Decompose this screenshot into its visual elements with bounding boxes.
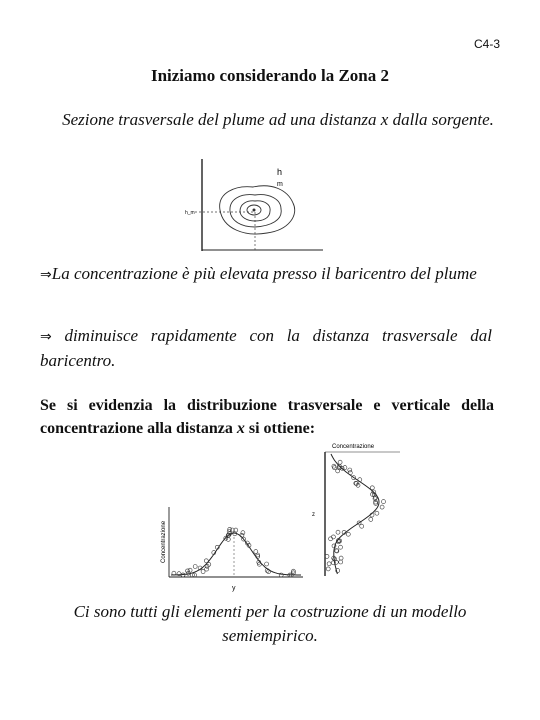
bullet-2-text: diminuisce rapidamente con la distanza trasversale dal baricentro. xyxy=(40,326,492,370)
data-point xyxy=(326,567,330,571)
data-points xyxy=(172,527,296,577)
page-title: Iniziamo considerando la Zona 2 xyxy=(150,66,390,85)
subtitle: Sezione trasversale del plume ad una distanza x dalla sorgente. xyxy=(62,110,494,129)
page-number: C4-3 xyxy=(473,37,500,51)
intro-paragraph xyxy=(40,394,494,440)
centroid-point xyxy=(253,209,256,212)
data-point xyxy=(369,517,373,521)
data-point xyxy=(205,567,209,571)
data-point xyxy=(348,468,352,472)
label-m: m xyxy=(277,181,283,188)
paragraph-text-end: si ottiene: xyxy=(244,420,316,437)
data-point xyxy=(338,460,342,464)
vertical-profile-curve xyxy=(331,454,379,574)
data-point xyxy=(188,568,192,572)
data-point xyxy=(382,500,386,504)
label-h: h xyxy=(277,167,283,177)
xlabel-y: y xyxy=(232,585,236,592)
data-point xyxy=(241,531,245,535)
bullet-1 xyxy=(40,262,492,287)
paragraph-var-x: x xyxy=(236,420,245,437)
data-point xyxy=(327,562,331,566)
bullet-1-text: La concentrazione è più elevata presso il baricentro del plume xyxy=(51,264,477,283)
data-point xyxy=(343,466,347,470)
contour-middle xyxy=(230,195,281,227)
data-point xyxy=(370,486,374,490)
data-point xyxy=(348,471,352,475)
data-point xyxy=(339,545,343,549)
footer-note: Ci sono tutti gli elementi per la costruzione di un modello semiempirico. xyxy=(73,602,467,645)
bullet-2 xyxy=(40,324,492,373)
data-point xyxy=(380,505,384,509)
data-point xyxy=(339,556,343,560)
data-point xyxy=(265,562,269,566)
transverse-distribution-figure xyxy=(155,505,305,595)
vertical-distribution-figure xyxy=(312,440,402,580)
data-point xyxy=(226,537,230,541)
zlabel-z: z xyxy=(312,512,315,518)
paragraph-text: Se si evidenzia la distribuzione trasversale e verticale della concentrazione alla distanza xyxy=(40,397,494,437)
data-point xyxy=(339,560,343,564)
data-point xyxy=(279,573,283,577)
label-hm: h_m xyxy=(185,210,195,216)
plume-cross-section-figure xyxy=(185,155,325,255)
ylabel-concentrazione: Concentrazione xyxy=(161,520,167,563)
data-point xyxy=(346,532,350,536)
data-point xyxy=(204,559,208,563)
gaussian-curve xyxy=(171,533,301,575)
implies-arrow: ⇒ xyxy=(40,329,52,345)
data-point xyxy=(331,535,335,539)
data-point xyxy=(375,511,379,515)
data-point xyxy=(193,565,197,569)
data-point xyxy=(336,530,340,534)
implies-arrow: ⇒ xyxy=(40,267,52,283)
toplabel-concentrazione: Concentrazione xyxy=(332,444,375,450)
data-point xyxy=(329,537,333,541)
data-point xyxy=(201,570,205,574)
